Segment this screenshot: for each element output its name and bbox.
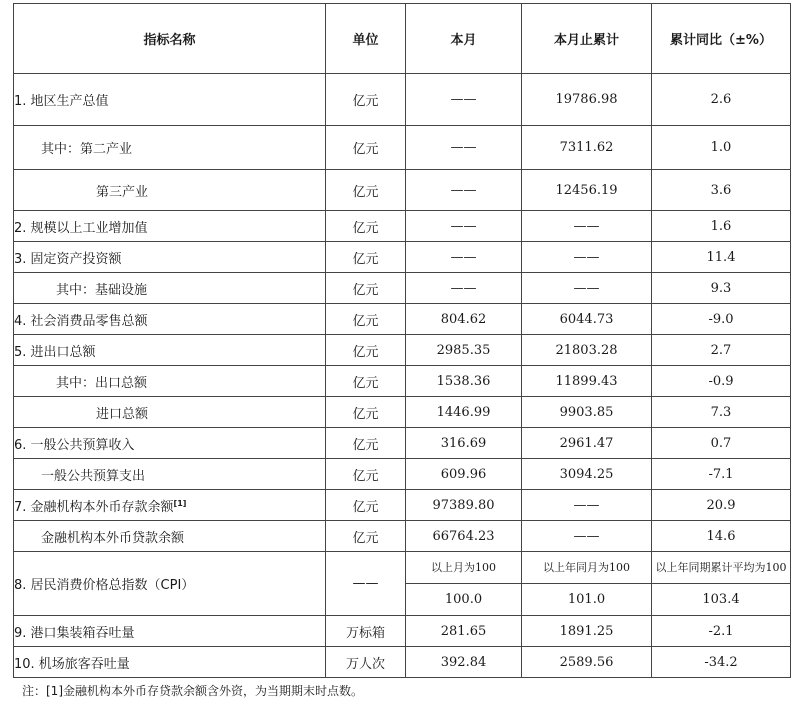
table-row <box>14 521 791 552</box>
table-row <box>14 366 791 397</box>
row-unit: 亿元 <box>326 304 406 335</box>
row-cumulative: —— <box>522 490 652 521</box>
row-month: 392.84 <box>406 647 522 678</box>
row-yoy: -0.9 <box>652 366 791 397</box>
row-cumulative: 7311.62 <box>522 126 652 170</box>
row-yoy: 14.6 <box>652 521 791 552</box>
row-cumulative: 3094.25 <box>522 459 652 490</box>
row-name <box>14 490 326 521</box>
cpi-base-yoy: 以上年同期累计平均为100 <box>652 552 791 584</box>
row-name: 金融机构本外币贷款余额 <box>14 521 326 552</box>
cpi-unit: —— <box>326 552 406 616</box>
row-yoy: -34.2 <box>652 647 791 678</box>
row-month: —— <box>406 242 522 273</box>
table-row <box>14 616 791 647</box>
row-name: 3. 固定资产投资额 <box>14 242 326 273</box>
row-month: 316.69 <box>406 428 522 459</box>
row-month: 281.65 <box>406 616 522 647</box>
row-month: 1538.36 <box>406 366 522 397</box>
cpi-month: 100.0 <box>406 584 522 616</box>
row-name: 2. 规模以上工业增加值 <box>14 211 326 242</box>
footnote-marker: [1] <box>173 498 187 508</box>
cpi-base-month: 以上月为100 <box>406 552 522 584</box>
table-row <box>14 170 791 211</box>
header-month: 本月 <box>406 4 522 74</box>
row-month: —— <box>406 211 522 242</box>
row-yoy: 7.3 <box>652 397 791 428</box>
row-name: 5. 进出口总额 <box>14 335 326 366</box>
row-cumulative: 21803.28 <box>522 335 652 366</box>
table-row <box>14 126 791 170</box>
cpi-name: 8. 居民消费价格总指数（CPI） <box>14 552 326 616</box>
header-cumulative: 本月止累计 <box>522 4 652 74</box>
row-month: 2985.35 <box>406 335 522 366</box>
row-yoy: 0.7 <box>652 428 791 459</box>
row-unit: 亿元 <box>326 170 406 211</box>
row-name: 其中：第二产业 <box>14 126 326 170</box>
row-yoy: 20.9 <box>652 490 791 521</box>
header-unit: 单位 <box>326 4 406 74</box>
row-yoy: 2.7 <box>652 335 791 366</box>
row-unit: 亿元 <box>326 459 406 490</box>
table-row <box>14 397 791 428</box>
row-unit: 亿元 <box>326 397 406 428</box>
row-yoy: -9.0 <box>652 304 791 335</box>
row-yoy: -7.1 <box>652 459 791 490</box>
row-unit: 亿元 <box>326 335 406 366</box>
row-name: 4. 社会消费品零售总额 <box>14 304 326 335</box>
row-month: —— <box>406 74 522 126</box>
row-cumulative: —— <box>522 211 652 242</box>
footnote: 注：[1]金融机构本外币存贷款余额含外资，为当期期末时点数。 <box>22 684 364 698</box>
row-yoy: 1.0 <box>652 126 791 170</box>
row-name: 其中：基础设施 <box>14 273 326 304</box>
cpi-cumulative: 101.0 <box>522 584 652 616</box>
table-row <box>14 428 791 459</box>
row-unit: 亿元 <box>326 74 406 126</box>
row-yoy: 3.6 <box>652 170 791 211</box>
header-yoy: 累计同比（±%） <box>652 4 791 74</box>
cpi-base-cumulative: 以上年同月为100 <box>522 552 652 584</box>
row-cumulative: 6044.73 <box>522 304 652 335</box>
row-yoy: 1.6 <box>652 211 791 242</box>
row-name: 一般公共预算支出 <box>14 459 326 490</box>
row-cumulative: 2589.56 <box>522 647 652 678</box>
table-row <box>14 335 791 366</box>
table-row <box>14 273 791 304</box>
row-name: 10. 机场旅客吞吐量 <box>14 647 326 678</box>
row-yoy: 11.4 <box>652 242 791 273</box>
row-name-text: 7. 金融机构本外币存款余额 <box>14 499 174 515</box>
header-indicator-name: 指标名称 <box>14 4 326 74</box>
row-unit: 万人次 <box>326 647 406 678</box>
row-unit: 亿元 <box>326 273 406 304</box>
row-month: 804.62 <box>406 304 522 335</box>
row-unit: 亿元 <box>326 242 406 273</box>
row-unit: 亿元 <box>326 490 406 521</box>
row-cumulative: 12456.19 <box>522 170 652 211</box>
row-month: 66764.23 <box>406 521 522 552</box>
row-unit: 亿元 <box>326 211 406 242</box>
row-unit: 万标箱 <box>326 616 406 647</box>
row-cumulative: —— <box>522 242 652 273</box>
row-name: 1. 地区生产总值 <box>14 74 326 126</box>
row-unit: 亿元 <box>326 126 406 170</box>
row-month: 97389.80 <box>406 490 522 521</box>
row-cumulative: 11899.43 <box>522 366 652 397</box>
row-month: 609.96 <box>406 459 522 490</box>
row-cumulative: —— <box>522 521 652 552</box>
cpi-yoy: 103.4 <box>652 584 791 616</box>
row-name: 进口总额 <box>14 397 326 428</box>
row-month: —— <box>406 273 522 304</box>
table-row <box>14 211 791 242</box>
table-row <box>14 74 791 126</box>
row-name: 第三产业 <box>14 170 326 211</box>
row-month: 1446.99 <box>406 397 522 428</box>
row-name: 9. 港口集装箱吞吐量 <box>14 616 326 647</box>
row-name: 其中：出口总额 <box>14 366 326 397</box>
row-cumulative: 2961.47 <box>522 428 652 459</box>
row-yoy: -2.1 <box>652 616 791 647</box>
row-name: 6. 一般公共预算收入 <box>14 428 326 459</box>
table-row <box>14 647 791 678</box>
row-yoy: 2.6 <box>652 74 791 126</box>
row-cumulative: 1891.25 <box>522 616 652 647</box>
row-cumulative: —— <box>522 273 652 304</box>
table-header-row <box>14 4 791 74</box>
table-row <box>14 304 791 335</box>
table-row <box>14 242 791 273</box>
row-unit: 亿元 <box>326 366 406 397</box>
table-row <box>14 490 791 521</box>
table-row <box>14 459 791 490</box>
row-unit: 亿元 <box>326 428 406 459</box>
row-month: —— <box>406 170 522 211</box>
row-cumulative: 19786.98 <box>522 74 652 126</box>
cpi-base-row <box>14 552 791 584</box>
row-cumulative: 9903.85 <box>522 397 652 428</box>
economic-indicators-table <box>13 3 791 678</box>
row-month: —— <box>406 126 522 170</box>
row-unit: 亿元 <box>326 521 406 552</box>
row-yoy: 9.3 <box>652 273 791 304</box>
